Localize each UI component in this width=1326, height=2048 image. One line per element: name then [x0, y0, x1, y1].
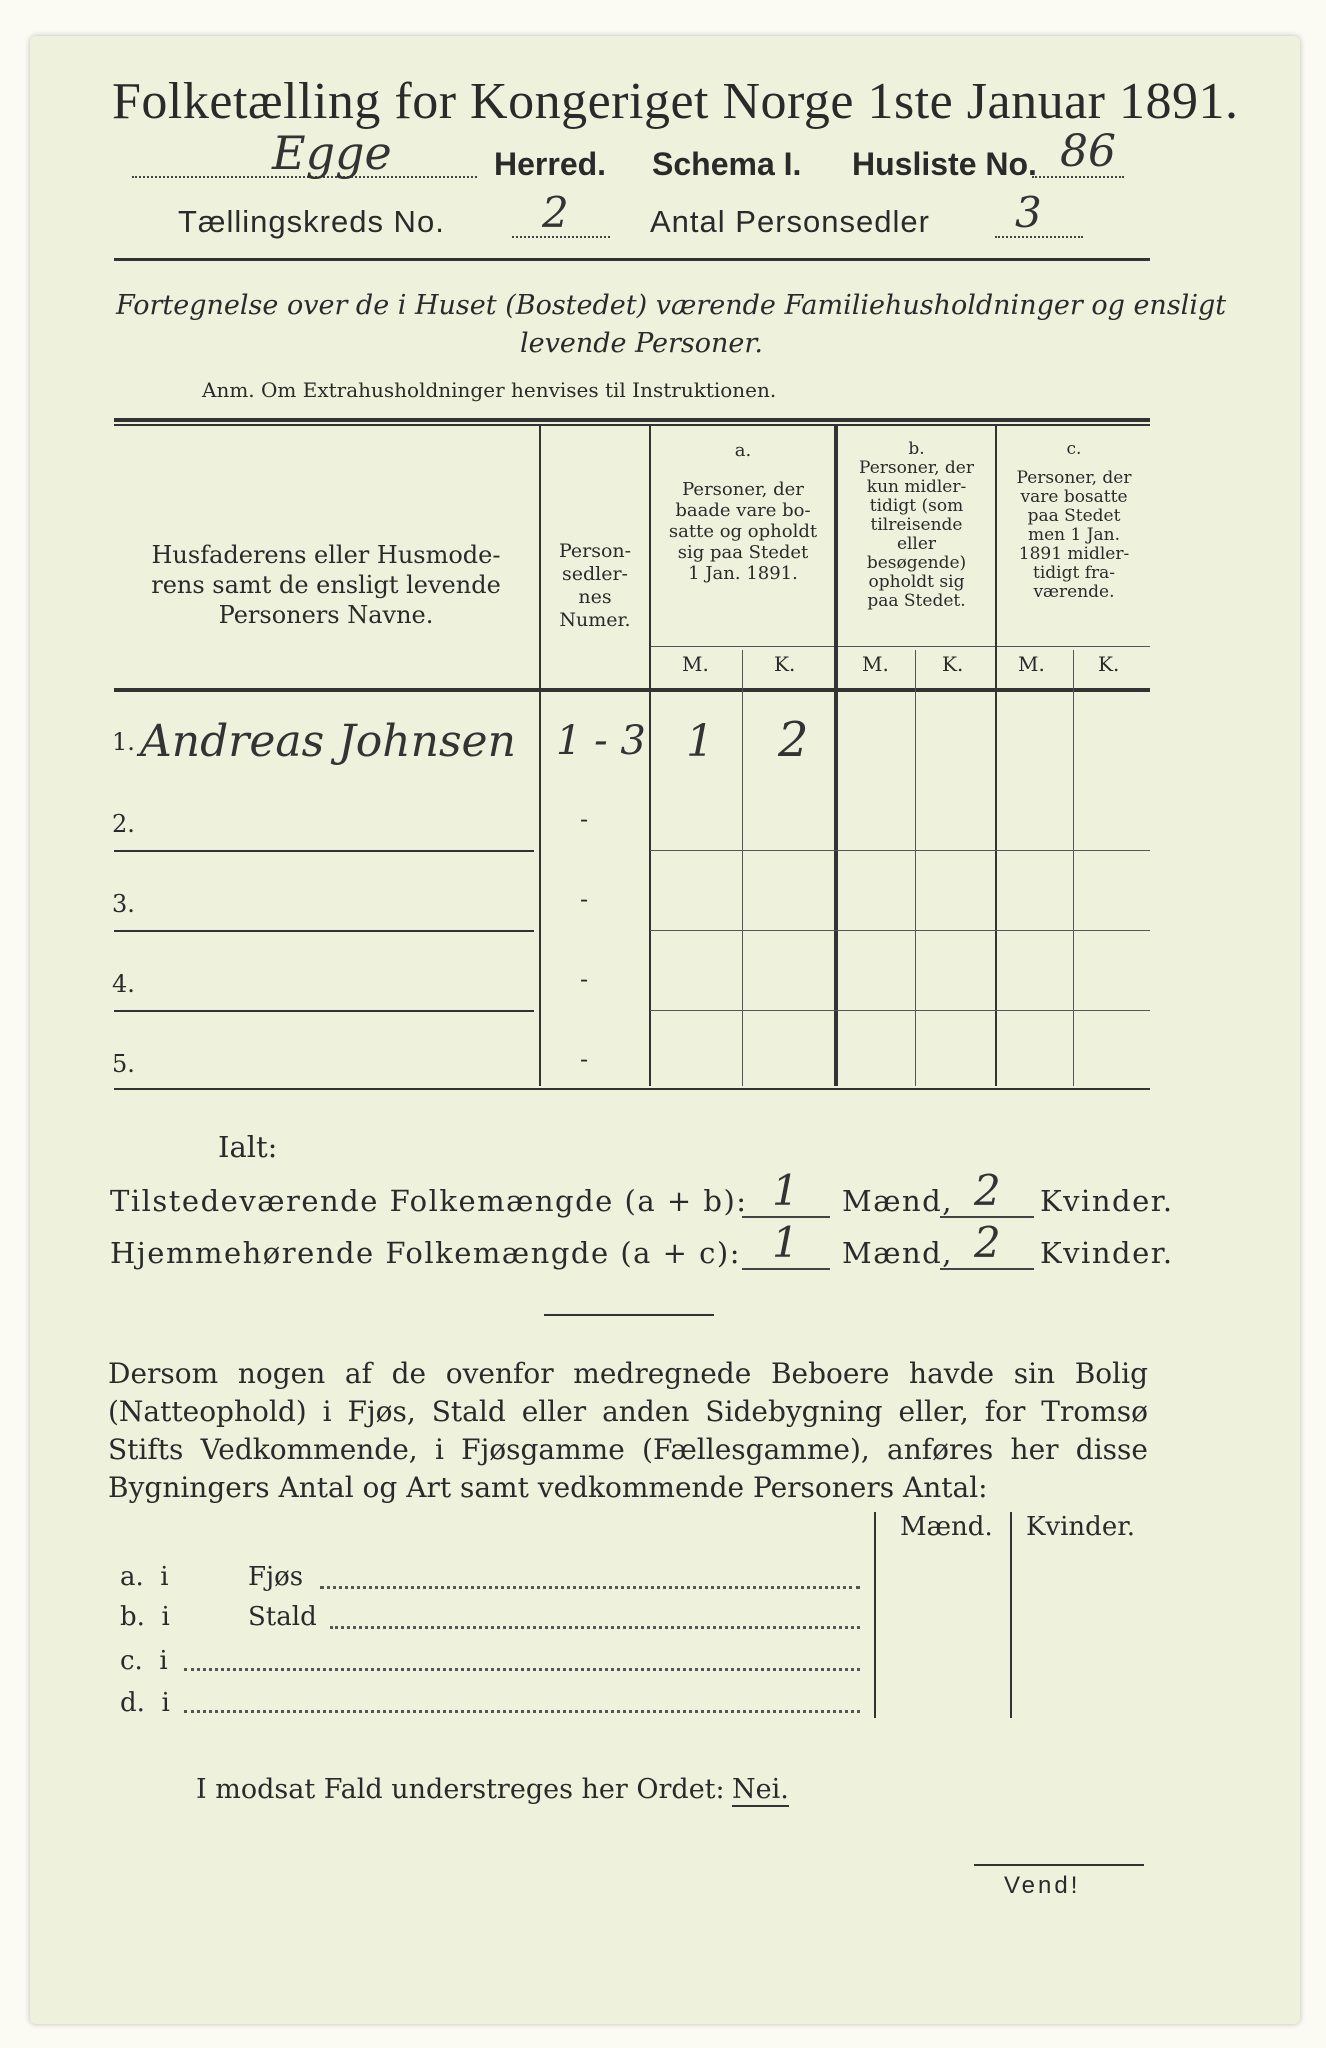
section-divider: [544, 1314, 714, 1316]
ialt-label: Ialt:: [218, 1130, 278, 1164]
row-number: 4.: [112, 970, 135, 998]
item-b: b. i: [120, 1602, 170, 1632]
row-personsedler-num: -: [580, 965, 589, 993]
kreds-field: [512, 188, 610, 238]
kreds-value: 2: [542, 188, 569, 237]
a-m-label: M.: [682, 652, 709, 676]
nei-word: Nei.: [732, 1774, 789, 1805]
row-personsedler-num: 1 - 3: [556, 718, 646, 764]
row-a-k: 2: [778, 712, 809, 768]
antal-value: 3: [1015, 188, 1042, 237]
total-present-label: Tilstedeværende Folkemængde (a + b):: [110, 1184, 748, 1218]
row-personsedler-num: -: [580, 1045, 589, 1073]
total-present-m: 1: [742, 1170, 830, 1218]
col-header-num: Person- sedler- nes Numer.: [558, 540, 632, 631]
total-resident-m: 1: [742, 1222, 830, 1270]
maend-column-header: Mænd.: [900, 1512, 993, 1542]
col-header-a: a. Personer, der baade vare bo- satte og opholdt sig paa Stedet 1 Jan. 1891.: [668, 440, 818, 584]
total-resident-label: Hjemmehørende Folkemængde (a + c):: [110, 1236, 741, 1270]
total-present-kvinder: Kvinder.: [1040, 1184, 1174, 1218]
kvinder-column-header: Kvinder.: [1026, 1512, 1136, 1542]
anm-note: Anm. Om Extrahusholdninger henvises til Instruktionen.: [202, 378, 777, 402]
col-header-name: Husfaderens eller Husmode- rens samt de ensligt levende Personers Navne.: [151, 541, 501, 629]
item-b-label: Stald: [248, 1602, 317, 1632]
row-personsedler-num: -: [580, 805, 589, 833]
row-number: 5.: [112, 1050, 135, 1078]
table-top-rule: [114, 418, 1150, 422]
antal-field: [995, 188, 1083, 238]
item-d: d. i: [120, 1688, 170, 1718]
total-present-maend: Mænd,: [842, 1184, 953, 1218]
total-present-k: 2: [940, 1170, 1034, 1218]
outbuilding-instructions: Dersom nogen af de ovenfor medregnede Beboere havde sin Bolig (Natteophold) i Fjøs, Stald eller anden Sidebygning eller, for Tromsø Stifts Vedkommende, i Fjøsgamme (Fællesgamme), anføres her disse Bygningers Antal og Art samt vedkommende Personers Antal:: [108, 1357, 1148, 1504]
intro-line-1: Fortegnelse over de i Huset (Bostedet) værende Familiehusholdninger og ensligt: [116, 290, 1227, 321]
row-number: 3.: [112, 890, 135, 918]
row-a-m: 1: [686, 716, 714, 767]
vend-label: Vend!: [1004, 1872, 1081, 1899]
husliste-field: [1032, 126, 1124, 178]
modsat-text: I modsat Fald understreges her Ordet:: [196, 1774, 725, 1805]
herred-field: [132, 126, 477, 180]
table-bottom-rule: [114, 1088, 1150, 1090]
row-personsedler-num: -: [580, 885, 589, 913]
row-name: Andreas Johnsen: [140, 716, 516, 767]
herred-value: Egge: [272, 126, 392, 180]
husliste-value: 86: [1060, 126, 1116, 177]
b-m-label: M.: [862, 652, 889, 676]
form-title: Folketælling for Kongeriget Norge 1ste Januar 1891.: [112, 73, 1239, 130]
a-k-label: K.: [774, 652, 796, 676]
c-m-label: M.: [1018, 652, 1045, 676]
intro-line-2: levende Personer.: [520, 328, 763, 359]
total-resident-maend: Mænd,: [842, 1236, 953, 1270]
total-resident-k: 2: [940, 1222, 1034, 1270]
b-k-label: K.: [942, 652, 964, 676]
item-c: c. i: [120, 1646, 168, 1676]
kreds-label: Tællingskreds No.: [178, 204, 445, 239]
c-k-label: K.: [1098, 652, 1120, 676]
col-header-b: b. Personer, der kun midler- tidigt (som tilreisende eller besøgende) opholdt sig paa Stedet.: [859, 439, 974, 611]
col-header-c: c. Personer, der vare bosatte paa Stedet men 1 Jan. 1891 midler- tidigt fra- værende.: [1016, 439, 1132, 602]
item-a: a. i: [120, 1562, 169, 1592]
antal-label: Antal Personsedler: [650, 204, 930, 239]
row-number: 1.: [112, 728, 135, 756]
schema-label: Schema I.: [652, 146, 802, 182]
total-resident-kvinder: Kvinder.: [1040, 1236, 1174, 1270]
row-number: 2.: [112, 810, 135, 838]
husliste-label: Husliste No.: [852, 146, 1037, 182]
header-rule: [114, 258, 1150, 261]
item-a-label: Fjøs: [248, 1562, 304, 1592]
herred-label: Herred.: [494, 146, 607, 182]
